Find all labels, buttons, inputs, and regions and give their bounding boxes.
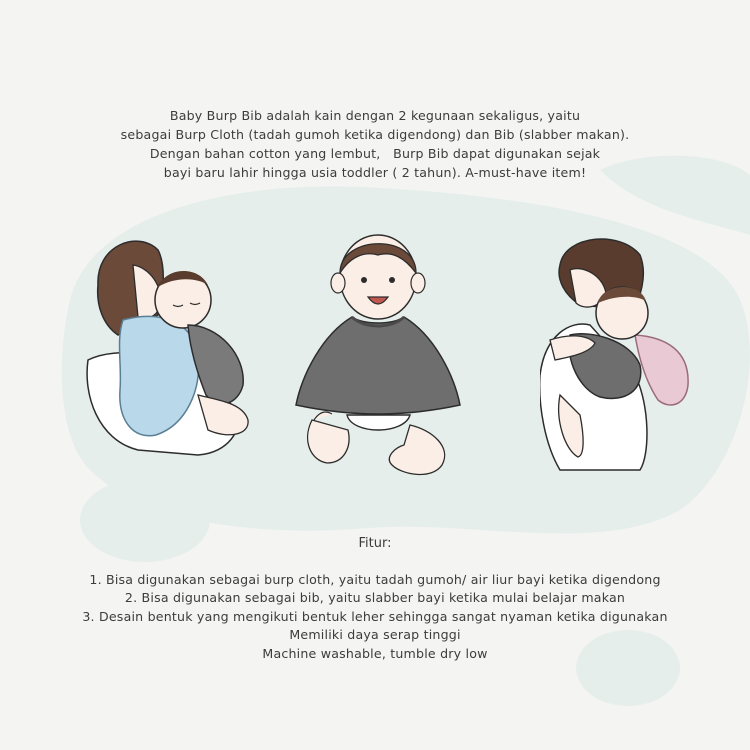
intro-text [0,106,750,182]
intro-line: Baby Burp Bib adalah kain dengan 2 kegunaan sekaligus, yaitu [169,108,581,123]
feature-item: 3. Desain bentuk yang mengikuti bentuk leher sehingga sangat nyaman ketika digunakan [82,608,668,624]
features-list [0,571,750,663]
intro-line: sebagai Burp Cloth (tadah gumoh ketika digendong) dan Bib (slabber makan). [120,127,630,142]
feature-item: 2. Bisa digunakan sebagai bib, yaitu slabber bayi ketika mulai belajar makan [124,590,626,606]
features-title: Fitur: [358,536,392,551]
feature-item: Machine washable, tumble dry low [262,645,488,661]
feature-item: Memiliki daya serap tinggi [289,627,461,643]
mother-holding-baby-with-blue-burp-cloth-icon [78,225,258,490]
intro-line: bayi baru lahir hingga usia toddler ( 2 tahun). A-must-have item! [163,165,587,180]
sitting-baby-wearing-grey-bib-icon [292,225,464,490]
feature-item: 1. Bisa digunakan sebagai burp cloth, yaitu tadah gumoh/ air liur bayi ketika digendong [89,572,661,587]
intro-line: Dengan bahan cotton yang lembut, Burp Bib dapat digunakan sejak [149,146,601,161]
mother-holding-baby-with-pink-burp-cloth-icon [540,225,700,490]
